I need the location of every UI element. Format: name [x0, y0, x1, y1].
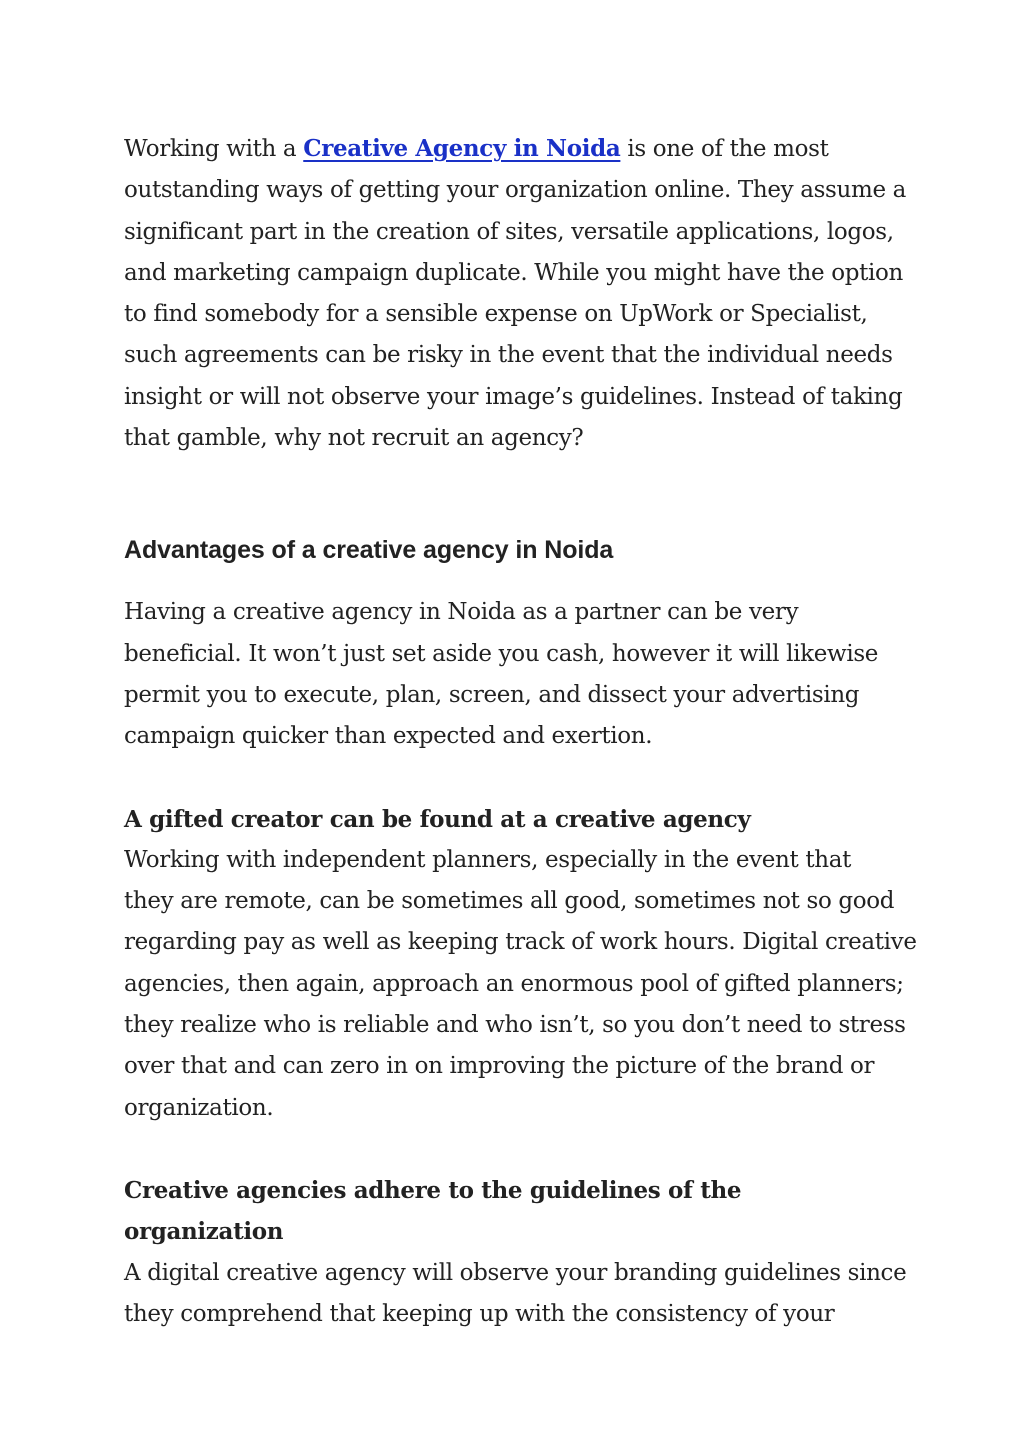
section-body-guidelines: A digital creative agency will observe your branding guidelines since they comprehend that keeping up with the consistency of your [124, 1259, 907, 1327]
section-heading-guidelines: Creative agencies adhere to the guidelines of the organization [124, 1176, 742, 1246]
intro-paragraph [124, 128, 924, 459]
intro-suffix: is one of the most outstanding ways of getting your organization online. They assume a significant part in the creation of sites, versatile applications, logos, and marketing campaign duplicate. While you might have the option to find somebody for a sensible expense on UpWork or Specialist, such agreements can be risky in the event that the individual needs insight or will not observe your image’s guidelines. Instead of taking that gamble, why not recruit an agency? [124, 136, 907, 452]
section-heading-advantages: Advantages of a creative agency in Noida [124, 536, 614, 565]
section-body-gifted-creator: Working with independent planners, especially in the event that they are remote, can be sometimes all good, sometimes not so good regarding pay as well as keeping track of work hours. Digital creative agencies, then again, approach an enormous pool of gifted planners; they realize who is reliable and who isn’t, so you don’t need to stress over that and can zero in on improving the picture of the brand or organization. [124, 846, 917, 1121]
creative-agency-link[interactable]: Creative Agency in Noida [303, 135, 621, 162]
document-page [124, 128, 924, 1335]
section-body-advantages: Having a creative agency in Noida as a partner can be very beneficial. It won’t just set aside you cash, however it will likewise permit you to execute, plan, screen, and dissect your advertising campaign quicker than expected and exertion. [124, 599, 879, 750]
intro-prefix: Working with a [124, 136, 304, 162]
section-heading-gifted-creator: A gifted creator can be found at a creative agency [124, 805, 751, 833]
